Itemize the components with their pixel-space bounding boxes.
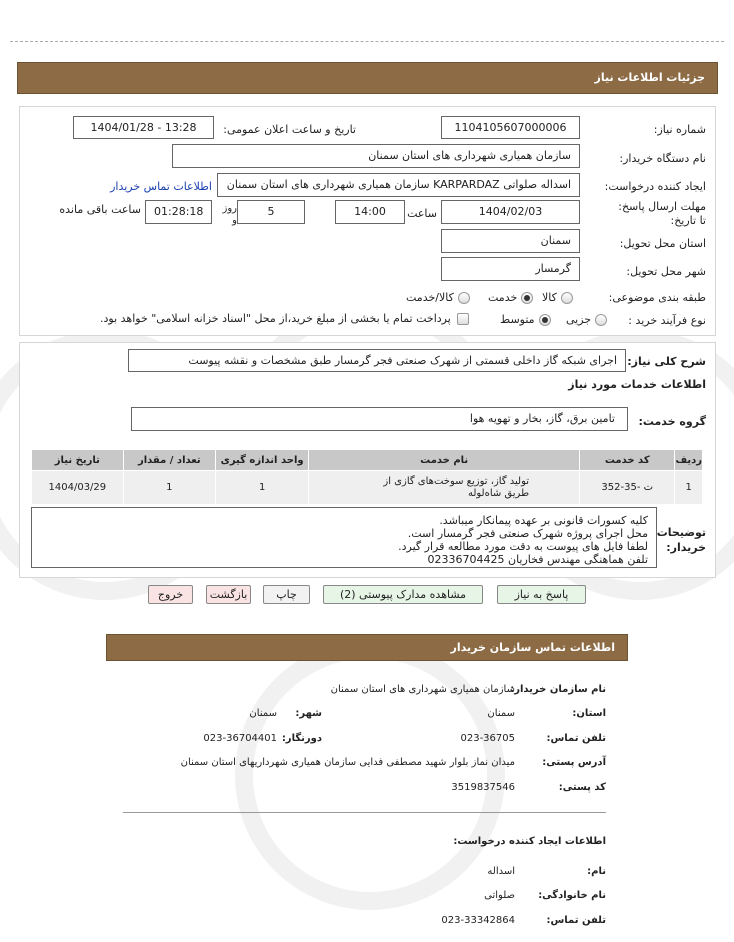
top-divider — [10, 41, 724, 42]
buyer-contact-link[interactable]: اطلاعات تماس خریدار — [110, 180, 212, 193]
category-option-both: کالا/خدمت — [406, 291, 454, 304]
deadline-date-field: 1404/02/03 — [441, 200, 580, 224]
deadline-time-field: 14:00 — [335, 200, 405, 224]
table-header-row — [32, 450, 703, 471]
contact-org-label: نام سازمان خریدار: — [510, 684, 606, 695]
contact-org-value: سازمان همیاری شهرداری های استان سمنان — [330, 684, 515, 695]
category-option-goods: کالا — [542, 291, 557, 304]
buyer-org-field: سازمان همیاری شهرداری های استان سمنان — [172, 144, 580, 168]
announce-field: 1404/01/28 - 13:28 — [73, 116, 214, 139]
creator-field: اسداله صلواتی KARPARDAZ سازمان همیاری شهرداری های استان سمنان — [217, 173, 580, 197]
deadline-time-label: ساعت — [407, 207, 437, 220]
th-qty: تعداد / مقدار — [123, 450, 215, 471]
remaining-label: ساعت باقی مانده — [59, 203, 141, 216]
services-table-wrap — [31, 449, 703, 505]
cell-name: تولید گاز، توزیع سوخت‌های گازی از طریق شاه‌لوله — [309, 471, 580, 505]
creator-phone-label: تلفن تماس: — [546, 915, 606, 926]
notes-label — [654, 525, 706, 555]
province-field: سمنان — [441, 229, 580, 253]
process-option-medium: متوسط — [500, 313, 535, 326]
radio-service-icon[interactable] — [521, 292, 533, 304]
th-unit: واحد اندازه گیری — [215, 450, 308, 471]
summary-label: شرح کلی نیاز: — [627, 355, 706, 368]
watermark-ring-bottom — [235, 640, 505, 910]
notes-line: کلیه کسورات قانونی بر عهده پیمانکار میباشد. — [439, 514, 648, 527]
contact-header-bar — [106, 634, 628, 661]
creator-family-value: صلواتی — [484, 890, 515, 901]
process-radio-minor[interactable] — [566, 313, 607, 326]
contact-province-label: استان: — [572, 708, 606, 719]
contact-province-value: سمنان — [487, 708, 515, 719]
th-date: تاریخ نیاز — [32, 450, 124, 471]
process-radio-medium[interactable] — [500, 313, 551, 326]
services-table — [31, 449, 703, 505]
remaining-time-field: 01:28:18 — [145, 200, 212, 224]
notes-line: لطفا فایل های پیوست به دقت مورد مطالعه قرار گیرد. — [398, 540, 648, 553]
print-button[interactable]: چاپ — [263, 585, 310, 604]
contact-phone-label: تلفن تماس: — [546, 733, 606, 744]
creator-name-value: اسداله — [487, 866, 515, 877]
table-row — [32, 471, 703, 505]
process-option-minor: جزیی — [566, 313, 592, 326]
contact-city-label: شهر: — [295, 708, 322, 719]
creator-phone-value: 023-33342864 — [441, 915, 515, 926]
payment-note-row — [100, 312, 469, 325]
notes-label-text: توضیحات خریدار: — [656, 526, 706, 554]
reply-button[interactable]: پاسخ به نیاز — [497, 585, 586, 604]
contact-address-value: میدان نماز بلوار شهید مصطفی فدایی سازمان همیاری شهرداریهای استان سمنان — [180, 757, 515, 768]
th-code: کد خدمت — [580, 450, 675, 471]
days-label: روز و — [222, 203, 237, 226]
cell-date: 1404/03/29 — [32, 471, 124, 505]
category-option-service: خدمت — [488, 291, 518, 304]
category-radio-both[interactable] — [406, 291, 470, 304]
radio-medium-icon[interactable] — [539, 314, 551, 326]
category-radio-service[interactable] — [488, 291, 533, 304]
deadline-label-text: مهلت ارسال پاسخ: تا تاریخ: — [618, 200, 706, 227]
announce-label: تاریخ و ساعت اعلان عمومی: — [223, 123, 356, 136]
need-number-field: 1104105607000006 — [441, 116, 580, 139]
exit-button[interactable]: خروج — [148, 585, 193, 604]
city-field: گرمسار — [441, 257, 580, 281]
creator-info-title: اطلاعات ایجاد کننده درخواست: — [453, 836, 606, 847]
contact-divider — [123, 812, 606, 813]
radio-both-icon[interactable] — [458, 292, 470, 304]
contact-fax-label: دورنگار: — [281, 733, 322, 744]
service-group-field: تامین برق، گاز، بخار و تهویه هوا — [131, 407, 628, 431]
notes-line: تلفن هماهنگی مهندس فخاریان 02336704425 — [427, 553, 648, 566]
payment-checkbox[interactable] — [457, 313, 469, 325]
contact-city-value: سمنان — [249, 708, 277, 719]
cell-row: 1 — [675, 471, 703, 505]
buyer-org-label: نام دستگاه خریدار: — [619, 152, 706, 165]
notes-field — [31, 507, 657, 568]
creator-name-label: نام: — [587, 866, 606, 877]
creator-label: ایجاد کننده درخواست: — [604, 180, 706, 193]
th-row: ردیف — [675, 450, 703, 471]
page-header-bar — [17, 62, 718, 94]
page-title: جزئیات اطلاعات نیاز — [594, 71, 705, 84]
contact-address-label: آدرس پستی: — [542, 757, 606, 768]
radio-minor-icon[interactable] — [595, 314, 607, 326]
contact-fax-value: 023-36704401 — [203, 733, 277, 744]
contact-title: اطلاعات تماس سازمان خریدار — [450, 641, 615, 654]
notes-line: محل اجرای پروژه شهرک صنعتی فجر گرمسار است. — [407, 527, 648, 540]
deadline-label — [611, 200, 706, 228]
cell-qty: 1 — [123, 471, 215, 505]
category-radio-goods[interactable] — [542, 291, 573, 304]
days-field: 5 — [237, 200, 305, 224]
services-title: اطلاعات خدمات مورد نیاز — [568, 378, 706, 391]
payment-note: پرداخت تمام یا بخشی از مبلغ خرید،از محل "اسناد خزانه اسلامی" خواهد بود. — [100, 312, 451, 325]
radio-goods-icon[interactable] — [561, 292, 573, 304]
attachments-button[interactable]: مشاهده مدارک پیوستی (2) — [323, 585, 483, 604]
cell-unit: 1 — [215, 471, 308, 505]
cell-code: ت -35-352 — [580, 471, 675, 505]
summary-field: اجرای شبکه گاز داخلی قسمتی از شهرک صنعتی فجر گرمسار طبق مشخصات و نقشه پیوست — [128, 349, 626, 372]
process-label: نوع فرآیند خرید : — [628, 314, 706, 327]
contact-postal-label: کد پستی: — [558, 782, 606, 793]
back-button[interactable]: بازگشت — [206, 585, 251, 604]
category-label: طبقه بندی موضوعی: — [608, 291, 706, 304]
creator-family-label: نام خانوادگی: — [538, 890, 606, 901]
contact-postal-value: 3519837546 — [451, 782, 515, 793]
need-number-label: شماره نیاز: — [653, 123, 706, 136]
th-name: نام خدمت — [309, 450, 580, 471]
service-group-label: گروه خدمت: — [638, 415, 706, 428]
contact-phone-value: 023-36705 — [460, 733, 515, 744]
city-label: شهر محل تحویل: — [626, 265, 706, 278]
province-label: استان محل تحویل: — [619, 237, 706, 250]
